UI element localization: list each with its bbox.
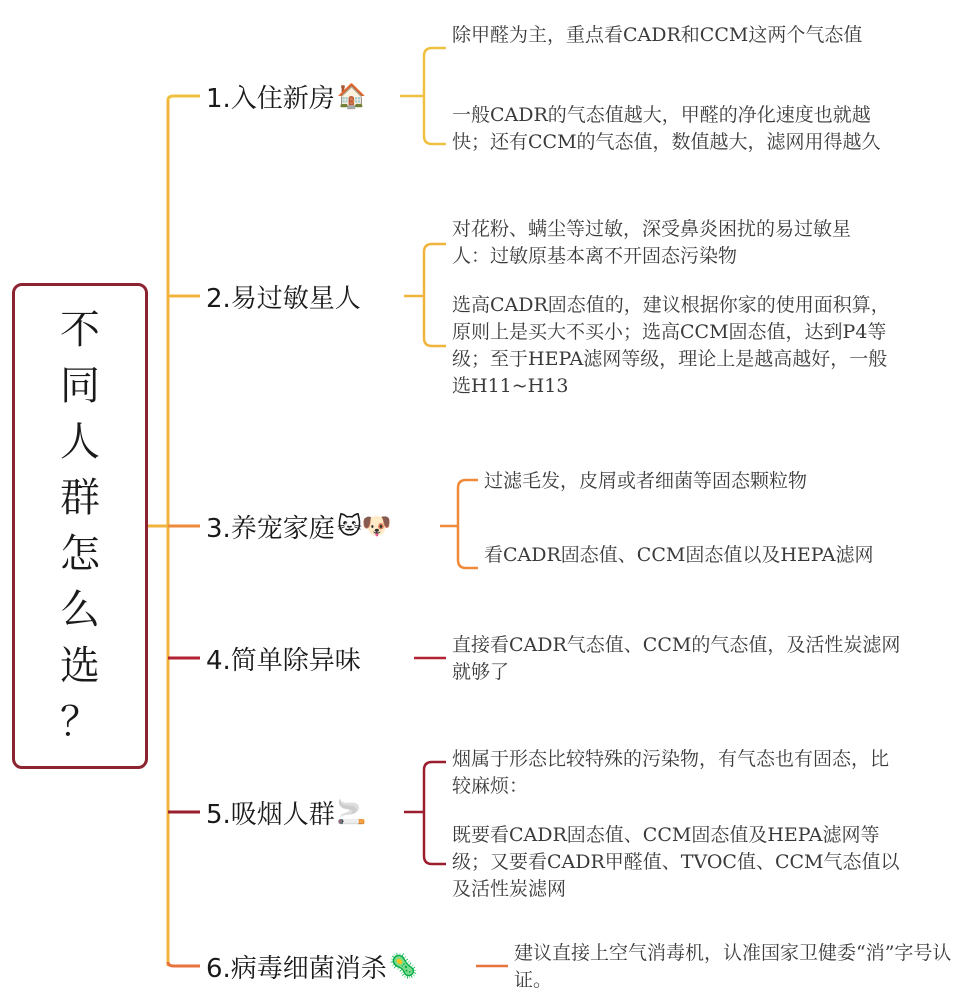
cigarette-icon: 🚬 bbox=[336, 798, 367, 826]
note-6-1: 建议直接上空气消毒机，认准国家卫健委“消”字号认证。 bbox=[514, 942, 952, 991]
note-bracket-1 bbox=[400, 48, 446, 144]
cat-dog-icon: 🐱🐶 bbox=[336, 512, 392, 540]
note-4-1: 直接看CADR气态值、CCM的气态值，及活性炭滤网就够了 bbox=[452, 634, 901, 683]
branch-label: 2.易过敏星人 bbox=[206, 283, 361, 314]
root-char: ？ bbox=[60, 699, 100, 745]
branch-1-line bbox=[168, 96, 200, 100]
note-2-1: 对花粉、螨尘等过敏，深受鼻炎困扰的易过敏星人：过敏原基本离不开固态污染物 bbox=[452, 218, 852, 267]
root-char: 人 bbox=[60, 419, 100, 465]
root-node bbox=[12, 283, 148, 769]
branch-label: 5.吸烟人群 bbox=[206, 799, 335, 830]
branch-node-3 bbox=[206, 506, 392, 546]
root-char: 同 bbox=[60, 363, 100, 409]
virus-icon: 🦠 bbox=[388, 952, 419, 980]
note-bracket-2 bbox=[404, 244, 446, 346]
branch-label: 4.简单除异味 bbox=[206, 645, 361, 676]
branch-6-line bbox=[168, 962, 200, 966]
branch-node-4 bbox=[206, 638, 361, 678]
branch-node-5 bbox=[206, 792, 367, 832]
branch-label: 1.入住新房 bbox=[206, 83, 335, 114]
root-char: 群 bbox=[60, 475, 100, 521]
root-char: 么 bbox=[60, 587, 100, 633]
branch-node-2 bbox=[206, 276, 361, 316]
branch-label: 6.病毒细菌消杀 bbox=[206, 953, 387, 984]
note-1-1: 除甲醛为主，重点看CADR和CCM这两个气态值 bbox=[452, 24, 863, 46]
note-1-2: 一般CADR的气态值越大，甲醛的净化速度也就越快；还有CCM的气态值，数值越大，滤网用得越久 bbox=[452, 104, 881, 153]
house-icon: 🏠 bbox=[336, 82, 367, 110]
note-3-2: 看CADR固态值、CCM固态值以及HEPA滤网 bbox=[484, 544, 874, 566]
note-3-1: 过滤毛发，皮屑或者细菌等固态颗粒物 bbox=[484, 470, 808, 492]
note-bracket-3 bbox=[440, 480, 478, 568]
root-char: 选 bbox=[60, 643, 100, 689]
note-2-2: 选高CADR固态值的，建议根据你家的使用面积算，原则上是买大不买小；选高CCM固态值，达到P4等级；至于HEPA滤网等级，理论上是越高越好，一般选H11~H13 bbox=[452, 294, 890, 397]
note-5-2: 既要看CADR固态值、CCM固态值及HEPA滤网等级；又要看CADR甲醛值、TVOC值、CCM气态值以及活性炭滤网 bbox=[452, 824, 900, 900]
branch-node-1 bbox=[206, 76, 367, 116]
note-bracket-5 bbox=[404, 762, 446, 864]
branch-node-6 bbox=[206, 946, 419, 986]
branch-label: 3.养宠家庭 bbox=[206, 513, 335, 544]
root-char: 不 bbox=[60, 307, 100, 353]
note-5-1: 烟属于形态比较特殊的污染物，有气态也有固态，比较麻烦： bbox=[452, 748, 890, 797]
root-char: 怎 bbox=[60, 531, 100, 577]
